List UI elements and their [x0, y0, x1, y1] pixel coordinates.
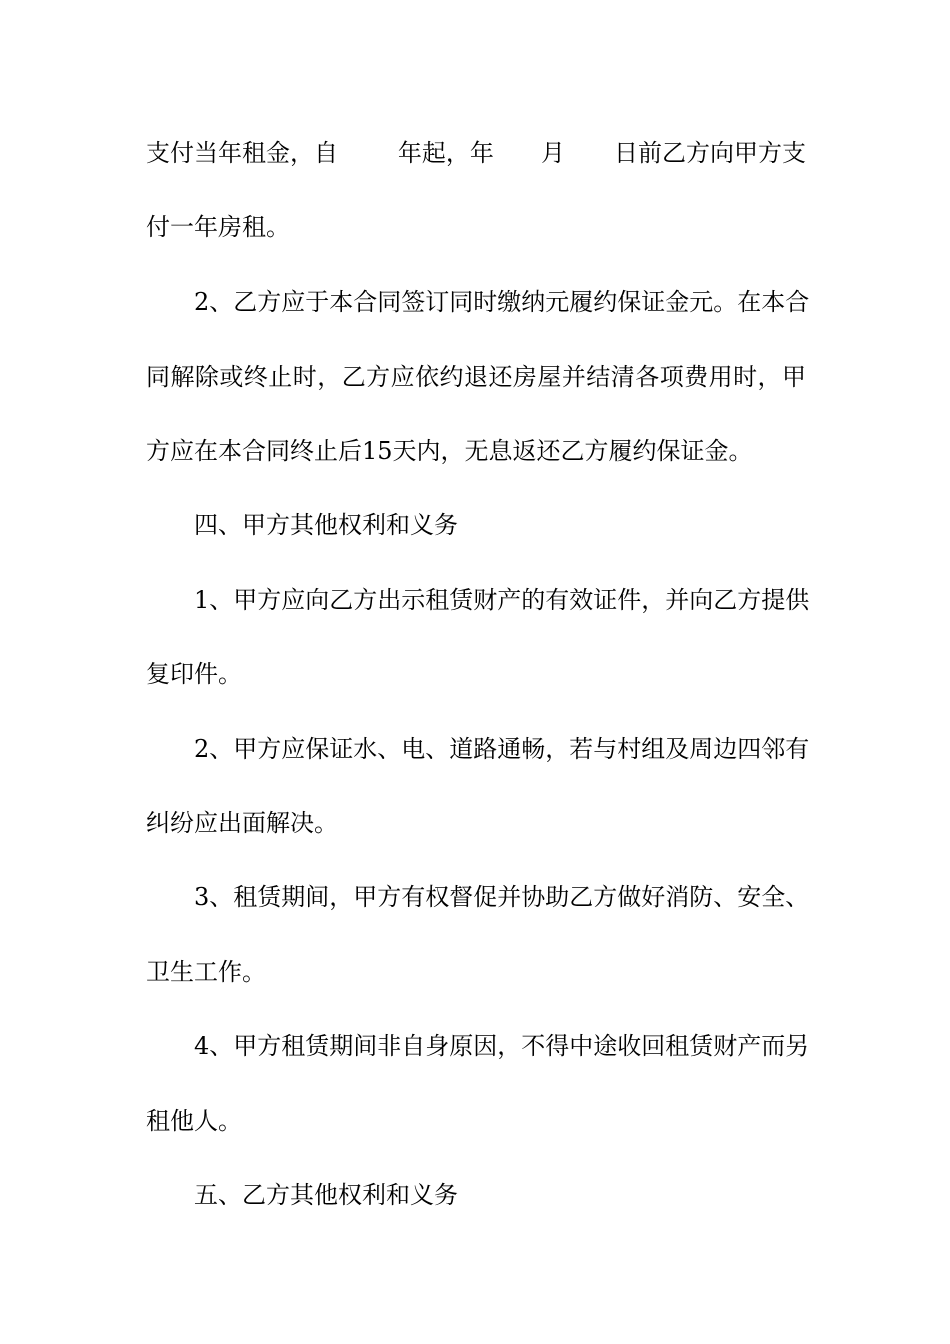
- paragraph-line: 卫生工作。: [146, 958, 266, 986]
- line-segment: 支付当年租金，自: [146, 139, 338, 167]
- paragraph-line: 租他人。: [146, 1107, 242, 1135]
- blank-day-field: [565, 133, 614, 173]
- line-segment: 年起，年: [397, 139, 494, 167]
- blank-month-field: [494, 133, 541, 173]
- paragraph-line: 2、甲方应保证水、电、道路通畅，若与村组及周边四邻有: [194, 735, 810, 763]
- section-heading: 四、甲方其他权利和义务: [194, 511, 458, 539]
- paragraph-line: 纠纷应出面解决。: [146, 809, 338, 837]
- paragraph-line: 3、租赁期间，甲方有权督促并协助乙方做好消防、安全、: [194, 883, 810, 911]
- line-segment: 月: [541, 139, 566, 167]
- paragraph-line: 方应在本合同终止后15天内，无息返还乙方履约保证金。: [146, 437, 753, 465]
- paragraph-line: 1、甲方应向乙方出示租赁财产的有效证件，并向乙方提供: [194, 586, 810, 614]
- paragraph-line: [146, 133, 806, 173]
- line-segment: 日前乙方向甲方支: [614, 139, 806, 167]
- rent-payment-line: [146, 133, 806, 173]
- paragraph-line: 同解除或终止时，乙方应依约退还房屋并结清各项费用时，甲: [146, 363, 806, 391]
- paragraph-line: 付一年房租。: [146, 213, 290, 241]
- blank-year-field: [338, 133, 398, 173]
- paragraph-line: 复印件。: [146, 660, 242, 688]
- paragraph-line: 2、乙方应于本合同签订同时缴纳元履约保证金元。在本合: [194, 288, 810, 316]
- paragraph-line: 4、甲方租赁期间非自身原因，不得中途收回租赁财产而另: [194, 1032, 810, 1060]
- section-heading: 五、乙方其他权利和义务: [194, 1181, 458, 1209]
